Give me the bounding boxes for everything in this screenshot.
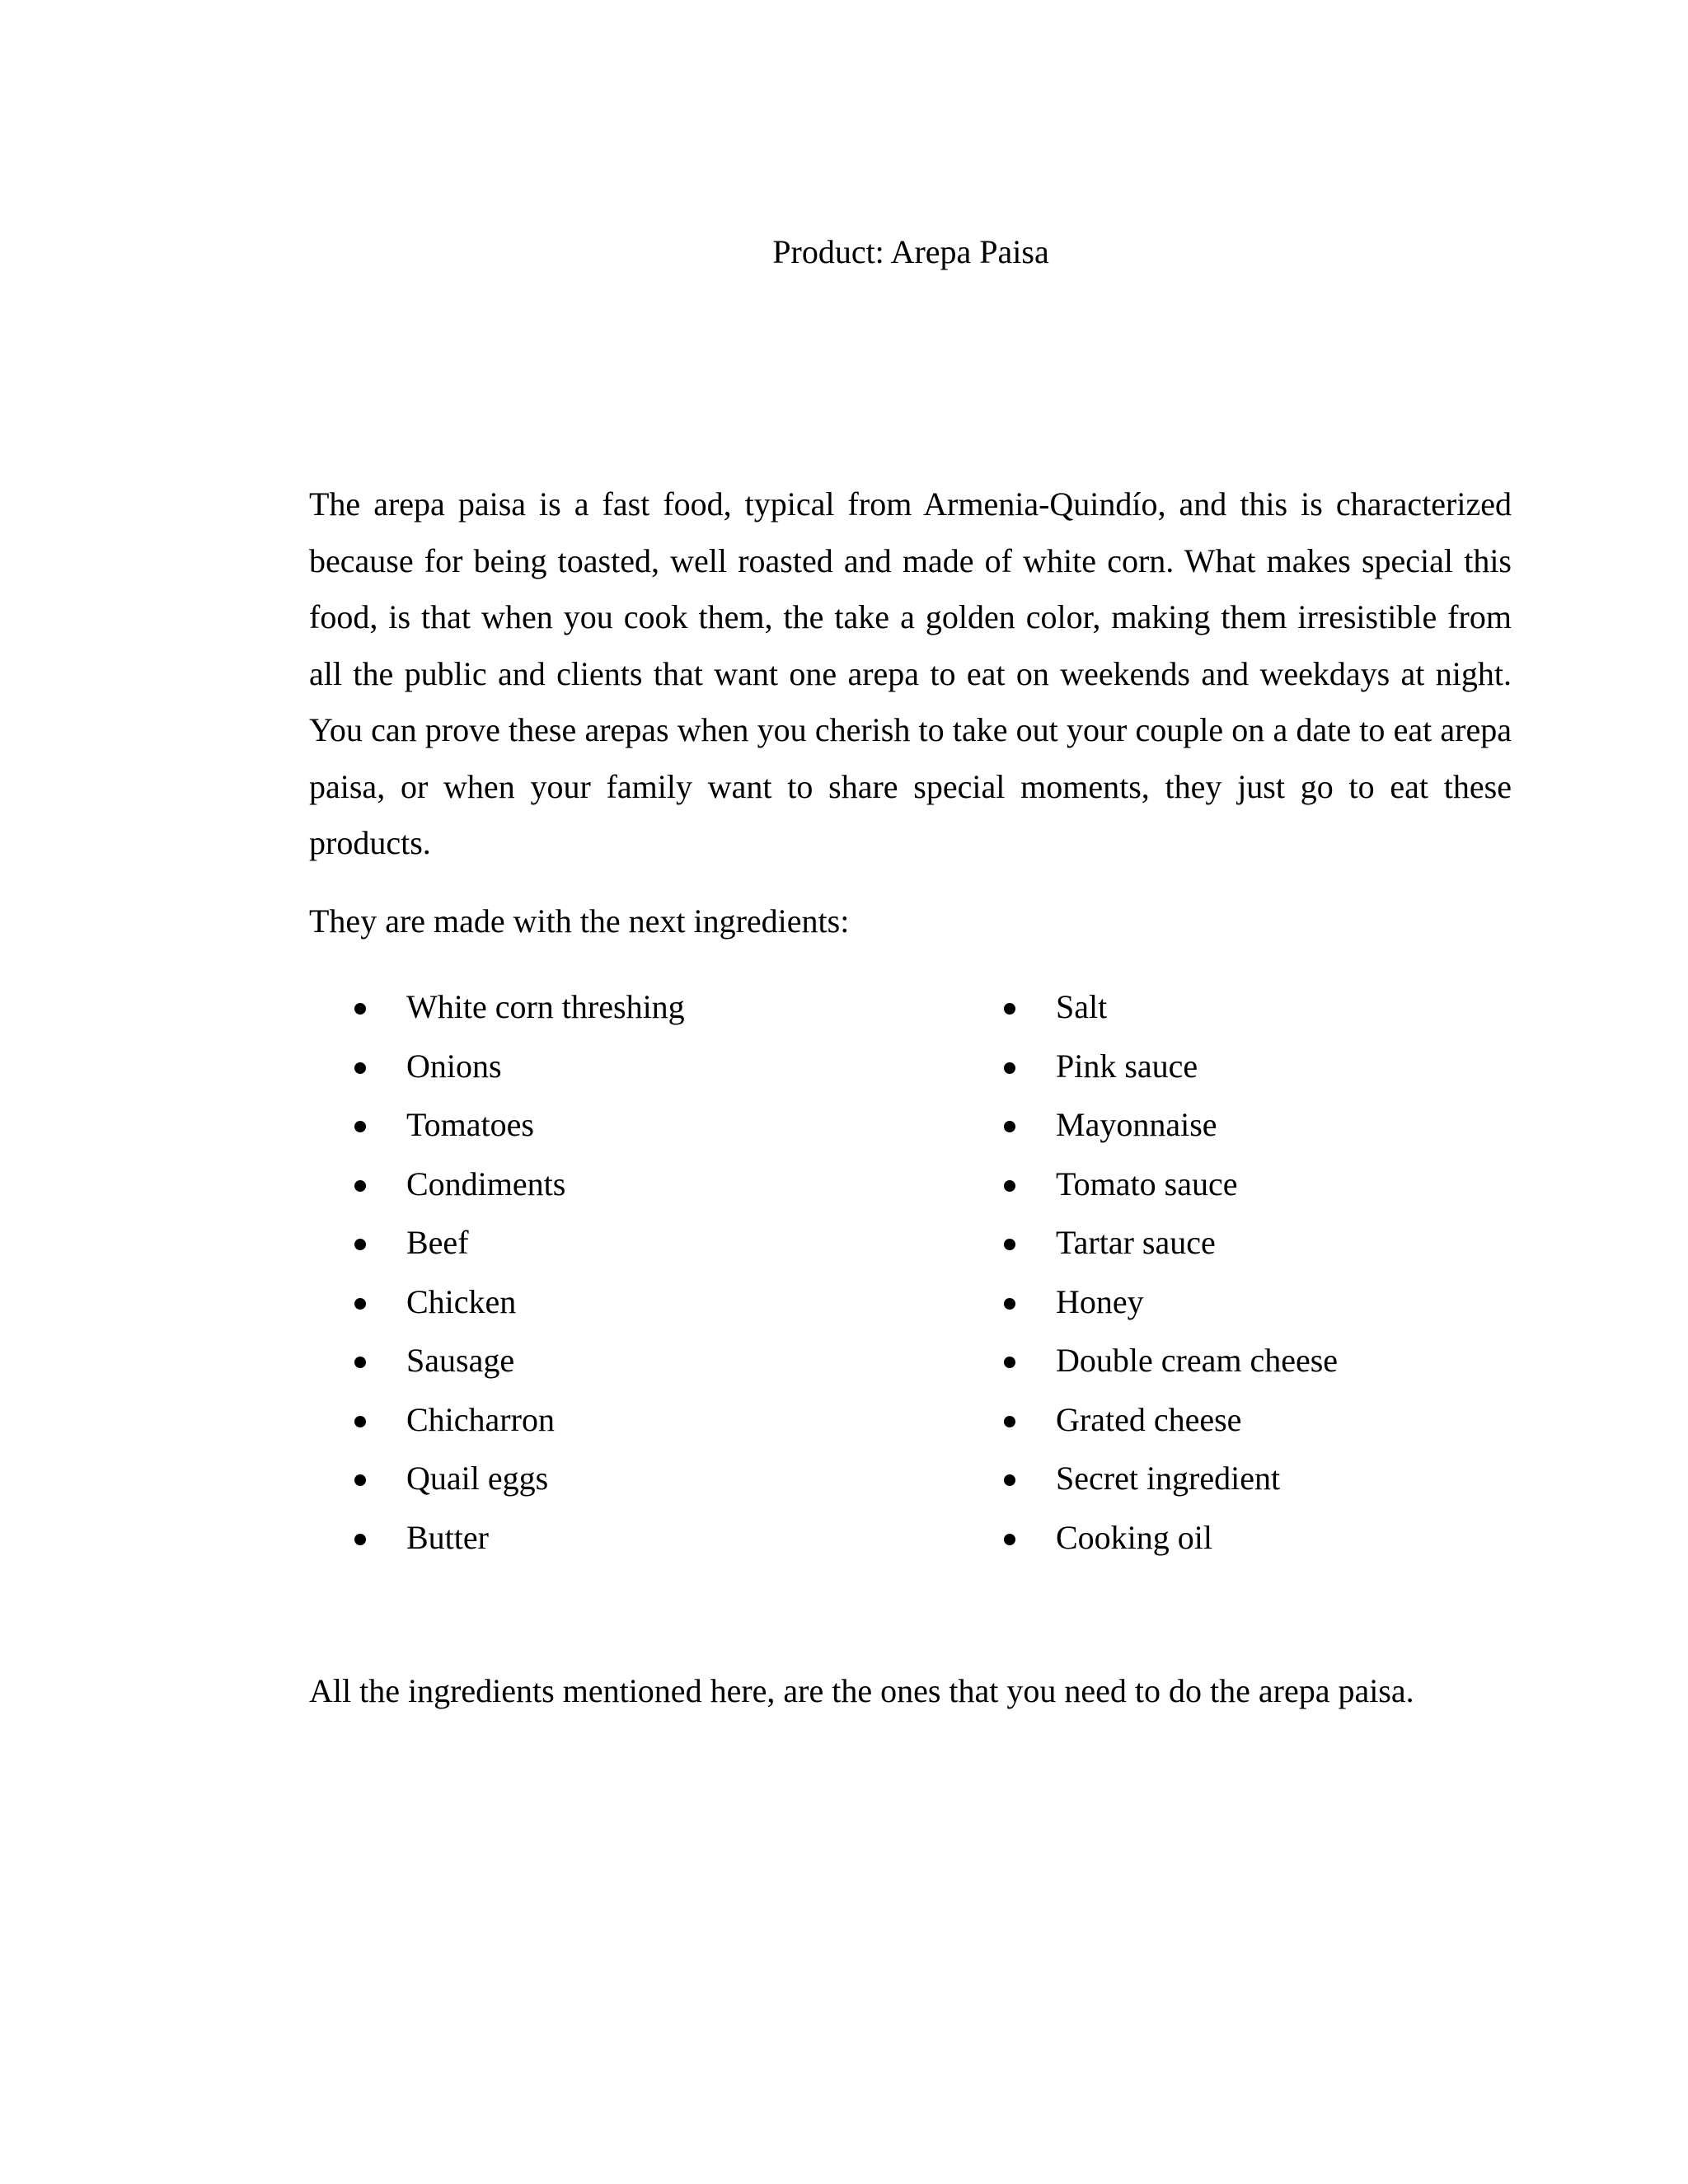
bullet-icon xyxy=(1004,1298,1015,1310)
bullet-icon xyxy=(1004,1474,1015,1486)
list-item xyxy=(354,1395,685,1455)
ingredient-label: Pink sauce xyxy=(1056,1047,1198,1085)
ingredient-label: Grated cheese xyxy=(1056,1400,1242,1438)
ingredient-label: Sausage xyxy=(406,1342,515,1379)
list-item xyxy=(354,982,685,1042)
bullet-icon xyxy=(1004,1357,1015,1368)
ingredient-label: Butter xyxy=(406,1518,489,1556)
bullet-icon xyxy=(1004,1239,1015,1250)
ingredient-label: Double cream cheese xyxy=(1056,1342,1339,1379)
bullet-icon xyxy=(354,1474,366,1486)
ingredients-list-right xyxy=(1004,982,1338,1572)
bullet-icon xyxy=(354,1003,366,1015)
bullet-icon xyxy=(354,1239,366,1250)
list-item xyxy=(354,1160,685,1219)
bullet-icon xyxy=(1004,1121,1015,1132)
list-item xyxy=(1004,982,1338,1042)
list-item xyxy=(354,1513,685,1572)
ingredients-list-left xyxy=(354,982,685,1572)
list-item xyxy=(1004,1336,1338,1395)
list-item xyxy=(1004,1277,1338,1337)
bullet-icon xyxy=(1004,1003,1015,1015)
ingredient-label: Tomato sauce xyxy=(1056,1165,1238,1202)
list-item xyxy=(354,1336,685,1395)
bullet-icon xyxy=(354,1534,366,1545)
ingredient-label: Salt xyxy=(1056,988,1108,1025)
bullet-icon xyxy=(1004,1416,1015,1427)
ingredient-label: Honey xyxy=(1056,1282,1144,1320)
ingredient-label: Condiments xyxy=(406,1165,566,1202)
ingredient-label: Tartar sauce xyxy=(1056,1224,1216,1261)
list-item xyxy=(354,1218,685,1277)
closing-sentence: All the ingredients mentioned here, are the ones that you need to do the arepa paisa. xyxy=(309,1672,1414,1709)
ingredient-label: Tomatoes xyxy=(406,1106,534,1143)
document-title: Product: Arepa Paisa xyxy=(772,233,1049,270)
list-item xyxy=(1004,1160,1338,1219)
ingredient-label: Onions xyxy=(406,1047,502,1085)
ingredient-label: Mayonnaise xyxy=(1056,1106,1217,1143)
list-item xyxy=(354,1454,685,1513)
bullet-icon xyxy=(1004,1534,1015,1545)
ingredient-label: Beef xyxy=(406,1224,469,1261)
bullet-icon xyxy=(1004,1180,1015,1192)
bullet-icon xyxy=(354,1357,366,1368)
bullet-icon xyxy=(1004,1062,1015,1074)
ingredient-label: Cooking oil xyxy=(1056,1518,1213,1556)
ingredient-label: Chicken xyxy=(406,1282,517,1320)
list-item xyxy=(1004,1454,1338,1513)
ingredient-label: Secret ingredient xyxy=(1056,1460,1281,1497)
bullet-icon xyxy=(354,1062,366,1074)
list-item xyxy=(354,1277,685,1337)
list-item xyxy=(1004,1395,1338,1455)
ingredient-label: Quail eggs xyxy=(406,1460,549,1497)
list-item xyxy=(1004,1218,1338,1277)
bullet-icon xyxy=(354,1416,366,1427)
bullet-icon xyxy=(354,1180,366,1192)
list-item xyxy=(1004,1042,1338,1101)
ingredients-intro: They are made with the next ingredients: xyxy=(309,902,850,940)
description-paragraph: The arepa paisa is a fast food, typical from Armenia-Quindío, and this is characterized because for being toasted, well roasted and made of white corn. What makes special this food, is that when you cook them, the take a golden color, making them irresistible from all the public and clients that want one arepa to eat on weekends and weekdays at night. You can prove these arepas when you cherish to take out your couple on a date to eat arepa paisa, or when your family want to share special moments, they just go to eat these products. xyxy=(309,485,1512,861)
ingredient-label: Chicharron xyxy=(406,1400,555,1438)
list-item xyxy=(1004,1513,1338,1572)
bullet-icon xyxy=(354,1121,366,1132)
list-item xyxy=(354,1042,685,1101)
list-item xyxy=(354,1100,685,1160)
list-item xyxy=(1004,1100,1338,1160)
ingredient-label: White corn threshing xyxy=(406,988,685,1025)
bullet-icon xyxy=(354,1298,366,1310)
